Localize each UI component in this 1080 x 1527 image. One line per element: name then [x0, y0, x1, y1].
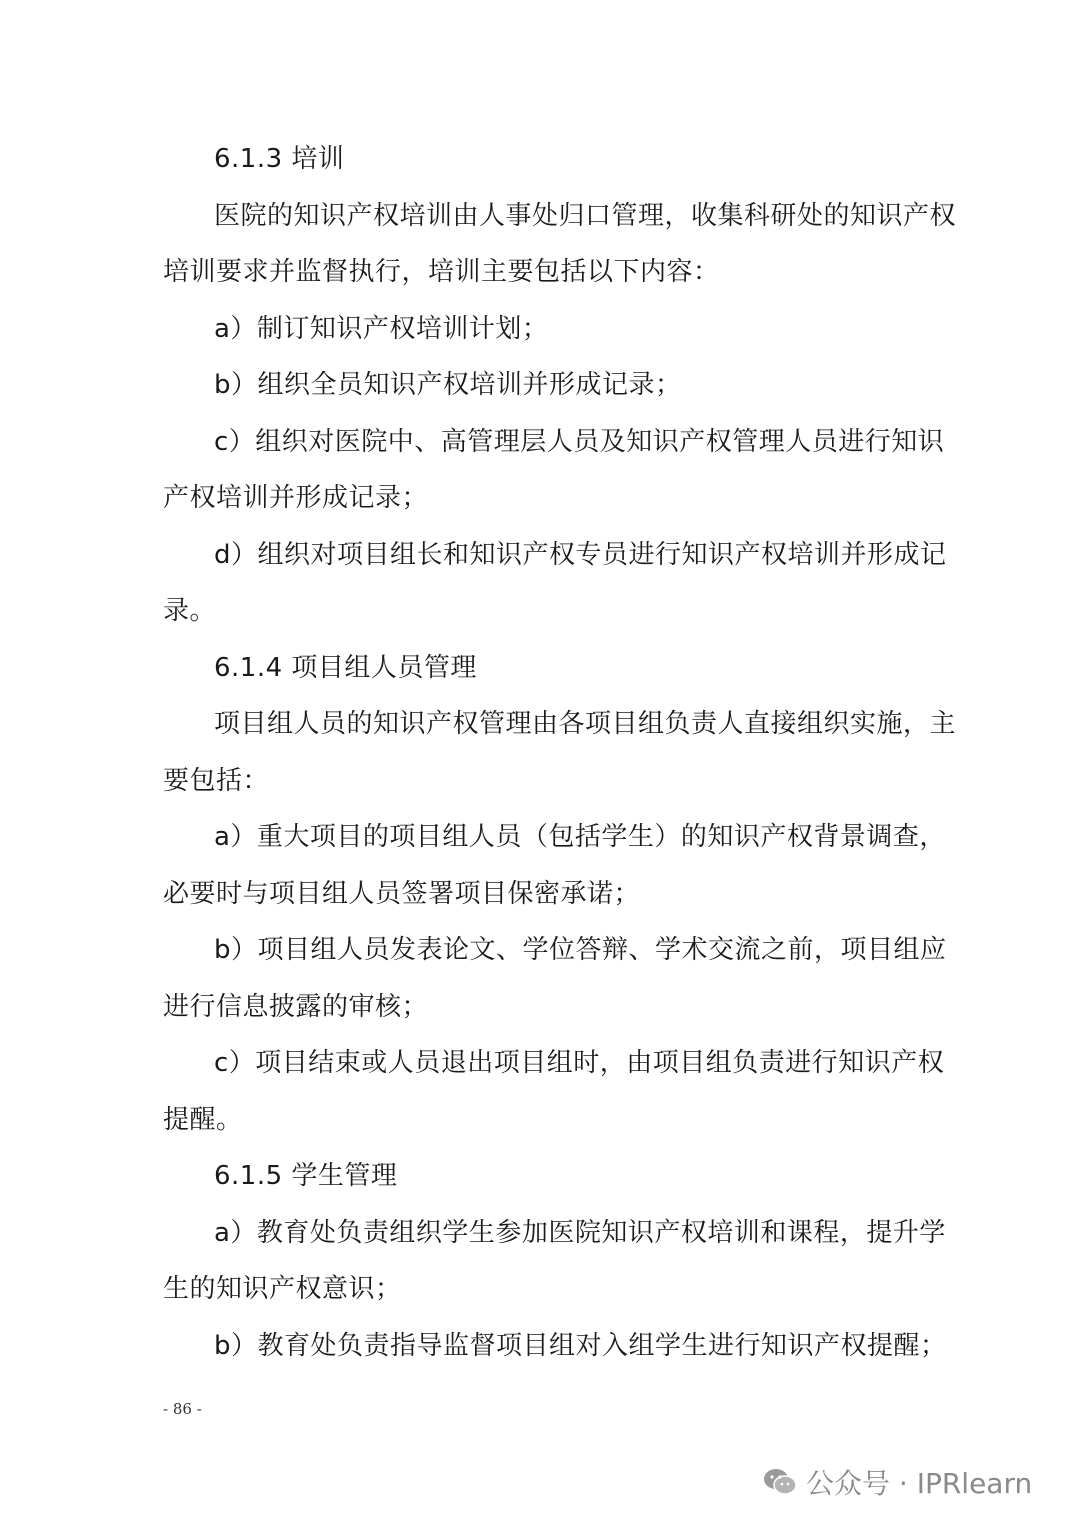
paragraph-line: 项目组人员的知识产权管理由各项目组负责人直接组织实施，主: [214, 709, 957, 739]
list-item: b）项目组人员发表论文、学位答辩、学术交流之前，项目组应: [214, 935, 947, 965]
list-item-continuation: 生的知识产权意识；: [163, 1274, 402, 1304]
section-heading-student: 6.1.5 学生管理: [214, 1161, 398, 1191]
paragraph-line: 要包括：: [163, 766, 270, 796]
list-item-continuation: 录。: [163, 596, 217, 626]
paragraph-line: 培训要求并监督执行，培训主要包括以下内容：: [163, 257, 720, 287]
list-item: c）项目结束或人员退出项目组时，由项目组负责进行知识产权: [214, 1048, 945, 1078]
list-item: a）教育处负责组织学生参加医院知识产权培训和课程，提升学: [214, 1218, 946, 1248]
section-heading-training: 6.1.3 培训: [214, 144, 345, 174]
list-item: b）组织全员知识产权培训并形成记录；: [214, 370, 682, 400]
section-heading-project-staff: 6.1.4 项目组人员管理: [214, 653, 477, 683]
list-item: b）教育处负责指导监督项目组对入组学生进行知识产权提醒；: [214, 1331, 947, 1361]
list-item: d）组织对项目组长和知识产权专员进行知识产权培训并形成记: [214, 540, 947, 570]
watermark-text: 公众号 · IPRlearn: [806, 1467, 1033, 1500]
paragraph-line: 医院的知识产权培训由人事处归口管理，收集科研处的知识产权: [214, 201, 957, 231]
watermark: [762, 1462, 1032, 1502]
list-item: a）制订知识产权培训计划；: [214, 314, 549, 344]
list-item-continuation: 产权培训并形成记录；: [163, 483, 429, 513]
list-item-continuation: 进行信息披露的审核；: [163, 992, 429, 1022]
wechat-icon: [762, 1466, 798, 1498]
list-item-continuation: 提醒。: [163, 1105, 243, 1135]
list-item: a）重大项目的项目组人员（包括学生）的知识产权背景调查，: [214, 822, 946, 852]
page-number: - 86 -: [163, 1400, 202, 1418]
list-item-continuation: 必要时与项目组人员签署项目保密承诺；: [163, 879, 641, 909]
list-item: c）组织对医院中、高管理层人员及知识产权管理人员进行知识: [214, 427, 945, 457]
